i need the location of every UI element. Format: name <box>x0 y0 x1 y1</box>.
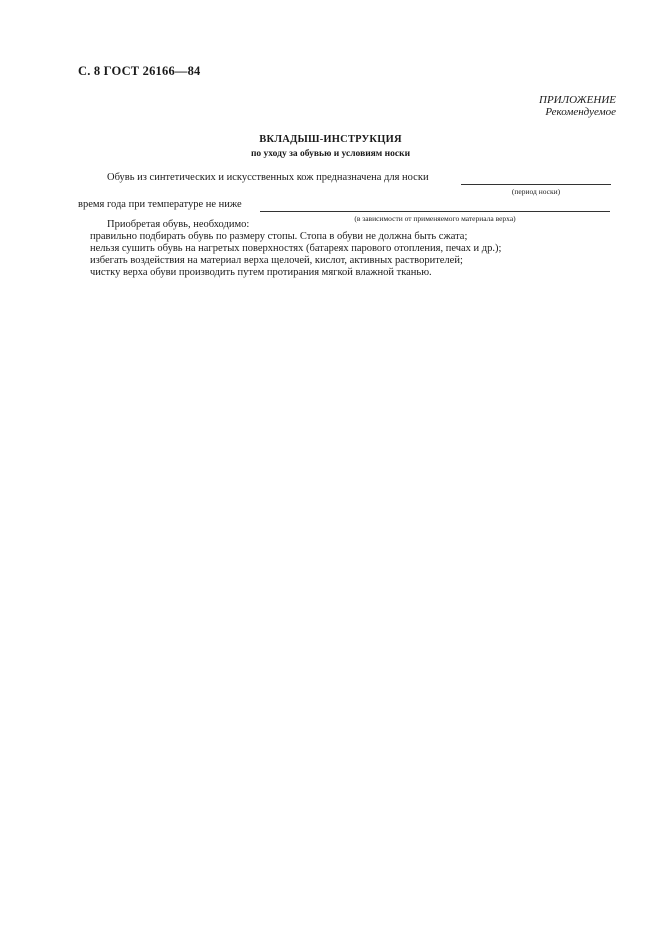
form-fill-line-1 <box>461 184 611 185</box>
form-hint-2: (в зависимости от применяемого материала верха) <box>354 214 516 223</box>
form-line-1: Обувь из синтетических и искусственных кож предназначена для носки <box>107 172 429 183</box>
instructions-block <box>90 219 501 279</box>
appendix-status: Рекомендуемое <box>545 106 616 118</box>
instruction-item: нельзя сушить обувь на нагретых поверхностях (батареях парового отопления, печах и др.); <box>90 243 502 254</box>
instruction-item: правильно подбирать обувь по размеру стопы. Стопа в обуви не должна быть сжата; <box>90 231 468 242</box>
instructions-intro: Приобретая обувь, необходимо: <box>107 219 250 230</box>
form-hint-1: (период носки) <box>511 187 561 196</box>
form-line-2: время года при температуре не ниже <box>78 199 242 210</box>
document-subtitle: по уходу за обувью и условиям носки <box>250 149 411 159</box>
document-title: ВКЛАДЫШ-ИНСТРУКЦИЯ <box>259 134 402 145</box>
instruction-item: чистку верха обуви производить путем протирания мягкой влажной тканью. <box>90 267 432 278</box>
page-header: С. 8 ГОСТ 26166—84 <box>78 64 201 78</box>
instruction-item: избегать воздействия на материал верха щелочей, кислот, активных растворителей; <box>90 255 463 266</box>
form-fill-line-2 <box>260 211 610 212</box>
appendix-label: ПРИЛОЖЕНИЕ <box>539 94 616 106</box>
appendix-block <box>539 94 616 118</box>
